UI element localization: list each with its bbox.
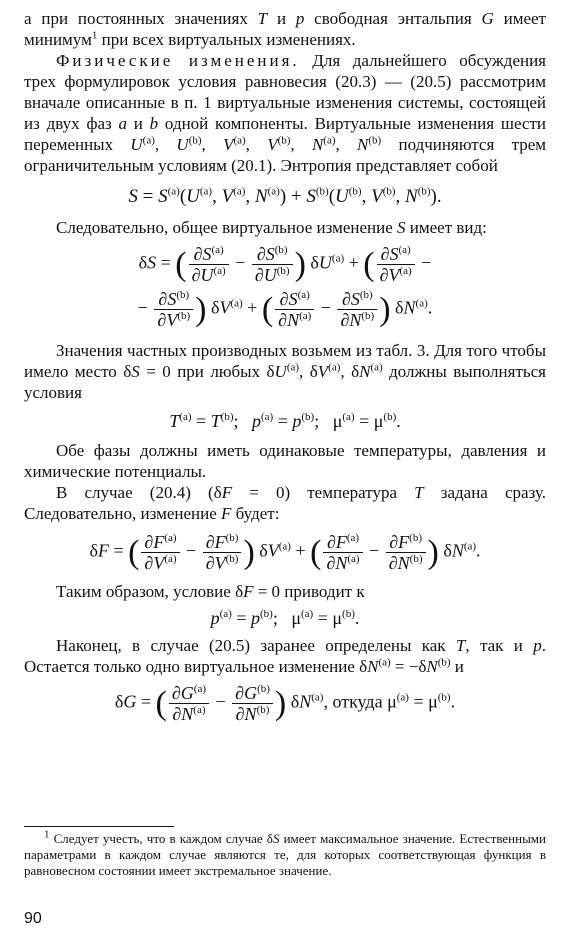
page-number: 90 bbox=[24, 910, 42, 927]
equation-dG: δG = ( $\frac{\partial G^{(a)}}{\partial N^{(a)}}$ − $\frac{\partial G^{(b)}}{\partial N^{(b)}}$ ) $\delta N^{(a)}$, откуда $\mu^{(a)} = \mu^{(b)}$. bbox=[114, 683, 456, 724]
equation-dS-line2: − $\frac{\partial S^{(b)}}{\partial V^{(b)}}$ ) $\delta V^{(a)}$ + ( $\frac{\partial S^{(a)}}{\partial N^{(a)}}$ − $\frac{\partial S^{(b)}}{\partial N^{(b)}}$ ) $\delta N^{(a)}$. bbox=[137, 289, 433, 330]
paragraph-both-phases: Обе фазы должны иметь одинаковые температуры, давления и химические потенциалы. bbox=[24, 441, 546, 481]
section-heading: Физические изменения. bbox=[56, 51, 300, 70]
equation-entropy: $S = S^{(a)}(U^{(a)}$, $V^{(a)}$, $N^{(a)}) + S^{(b)}(U^{(b)}$, $V^{(b)}$, $N^{(b)}$). bbox=[128, 185, 442, 207]
footnote: $^1$ Следует учесть, что в каждом случае δS имеет максимальное значение. Естественными параметрами в каждом случае являются те, для которых соответствующая функция в равновесном состоянии имеет экстремальное значение. bbox=[24, 828, 546, 878]
footnote-rule bbox=[24, 826, 174, 827]
word-otkuda: откуда bbox=[332, 691, 383, 712]
paragraph-continuation: а при постоянных значениях T и p свободная энтальпия G имеет минимум$^1$ при всех виртуальных изменениях. bbox=[24, 9, 546, 49]
equation-dS-line1: δS = ( $\frac{\partial S^{(a)}}{\partial U^{(a)}}$ − $\frac{\partial S^{(b)}}{\partial U^{(b)}}$ ) $\delta U^{(a)}$ + ( $\frac{\partial S^{(a)}}{\partial V^{(a)}}$ − bbox=[138, 244, 432, 285]
equation-equilibrium-conditions: $T^{(a)} = T^{(b)}$; $p^{(a)} = p^{(b)}$; $\mu^{(a)} = \mu^{(b)}$. bbox=[169, 411, 401, 431]
paragraph-physical-changes: Физические изменения. Для дальнейшего обсуждения трех формулировок условия равновесия (20.3) — (20.5) рассмотрим вначале описанные в п. 1 виртуальные изменения системы, состоящей из двух фаз a и b одной компоненты. Виртуальные изменения шести переменных $U^{(a)}$, $U^{(b)}$, $V^{(a)}$, $V^{(b)}$, $N^{(a)}$, $N^{(b)}$ подчиняются трем ограничительным условиям (20.1). Энтропия представляет собой bbox=[24, 51, 547, 175]
equation-dF: δF = ( $\frac{\partial F^{(a)}}{\partial V^{(a)}}$ − $\frac{\partial F^{(b)}}{\partial V^{(b)}}$ ) $\delta V^{(a)}$ + ( $\frac{\partial F^{(a)}}{\partial N^{(a)}}$ − $\frac{\partial F^{(b)}}{\partial N^{(b)}}$ ) $\delta N^{(a)}$. bbox=[89, 532, 481, 573]
paragraph-thus: Таким образом, условие δF = 0 приводит к bbox=[56, 582, 365, 601]
equation-conditions-2: $p^{(a)} = p^{(b)}$; $\mu^{(a)} = \mu^{(b)}$. bbox=[210, 608, 360, 628]
paragraph-case-20-4: В случае (20.4) (δF = 0) температура T задана сразу. Следовательно, изменение F будет: bbox=[24, 483, 546, 523]
paragraph-partial-derivatives: Значения частных производных возьмем из табл. 3. Для того чтобы имело место δS = 0 при любых $\delta U^{(a)}$, $\delta V^{(a)}$, $\delta N^{(a)}$ должны выполняться условия bbox=[24, 341, 546, 402]
paragraph-therefore: Следовательно, общее виртуальное изменение S имеет вид: bbox=[56, 218, 487, 237]
paragraph-case-20-5: Наконец, в случае (20.5) заранее определены как T, так и p. Остается только одно виртуальное изменение $\delta N^{(a)} = -\delta N^{(b)}$ и bbox=[24, 636, 546, 676]
text-column bbox=[24, 8, 546, 724]
